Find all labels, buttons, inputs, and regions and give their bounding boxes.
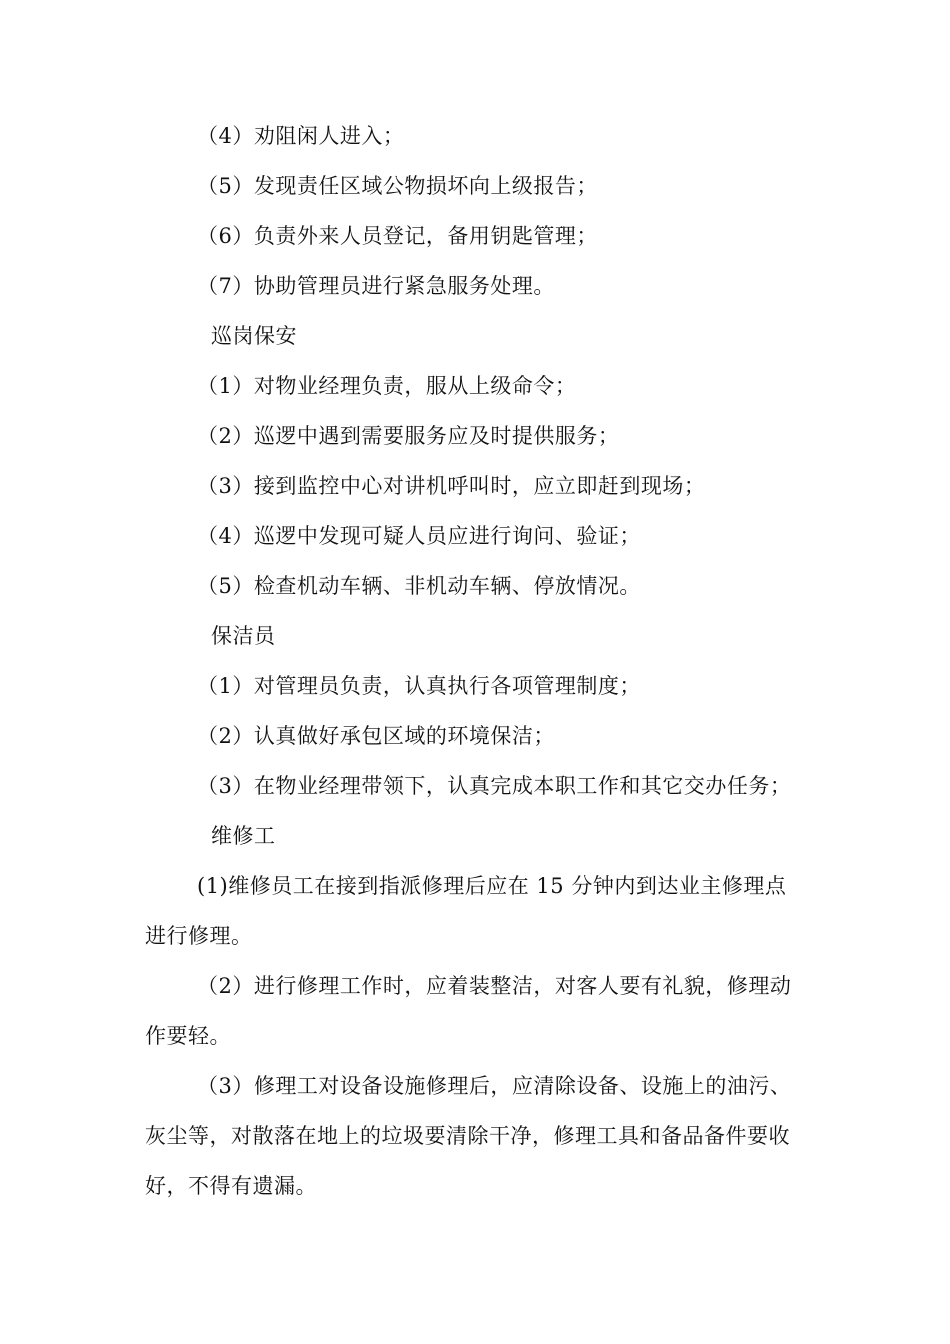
- text-line: 好，不得有遗漏。: [145, 1174, 317, 1198]
- text-line: （2）进行修理工作时，应着装整洁，对客人要有礼貌，修理动: [197, 974, 792, 998]
- text-line: (1)维修员工在接到指派修理后应在 15 分钟内到达业主修理点: [197, 874, 787, 898]
- text-line: （7）协助管理员进行紧急服务处理。: [197, 274, 555, 298]
- section-heading: 巡岗保安: [211, 324, 297, 348]
- text-line: （1）对管理员负责，认真执行各项管理制度；: [197, 674, 641, 698]
- text-line: 作要轻。: [145, 1024, 231, 1048]
- text-line: （2）认真做好承包区域的环境保洁；: [197, 724, 555, 748]
- text-line: （4）巡逻中发现可疑人员应进行询问、验证；: [197, 524, 641, 548]
- text-line: （3）修理工对设备设施修理后，应清除设备、设施上的油污、: [197, 1074, 792, 1098]
- text-line: （2）巡逻中遇到需要服务应及时提供服务；: [197, 424, 620, 448]
- text-line: （6）负责外来人员登记，备用钥匙管理；: [197, 224, 598, 248]
- section-heading: 保洁员: [211, 624, 276, 648]
- text-line: 进行修理。: [145, 924, 253, 948]
- text-line: （1）对物业经理负责，服从上级命令；: [197, 374, 577, 398]
- section-heading: 维修工: [211, 824, 276, 848]
- text-line: 灰尘等，对散落在地上的垃圾要清除干净，修理工具和备品备件要收: [145, 1124, 790, 1148]
- text-line: （5）检查机动车辆、非机动车辆、停放情况。: [197, 574, 641, 598]
- text-line: （5）发现责任区域公物损坏向上级报告；: [197, 174, 598, 198]
- text-line: （4）劝阻闲人进入；: [197, 124, 405, 148]
- document-body: [145, 111, 810, 1211]
- text-line: （3）接到监控中心对讲机呼叫时，应立即赶到现场；: [197, 474, 706, 498]
- text-line: （3）在物业经理带领下，认真完成本职工作和其它交办任务；: [197, 774, 792, 798]
